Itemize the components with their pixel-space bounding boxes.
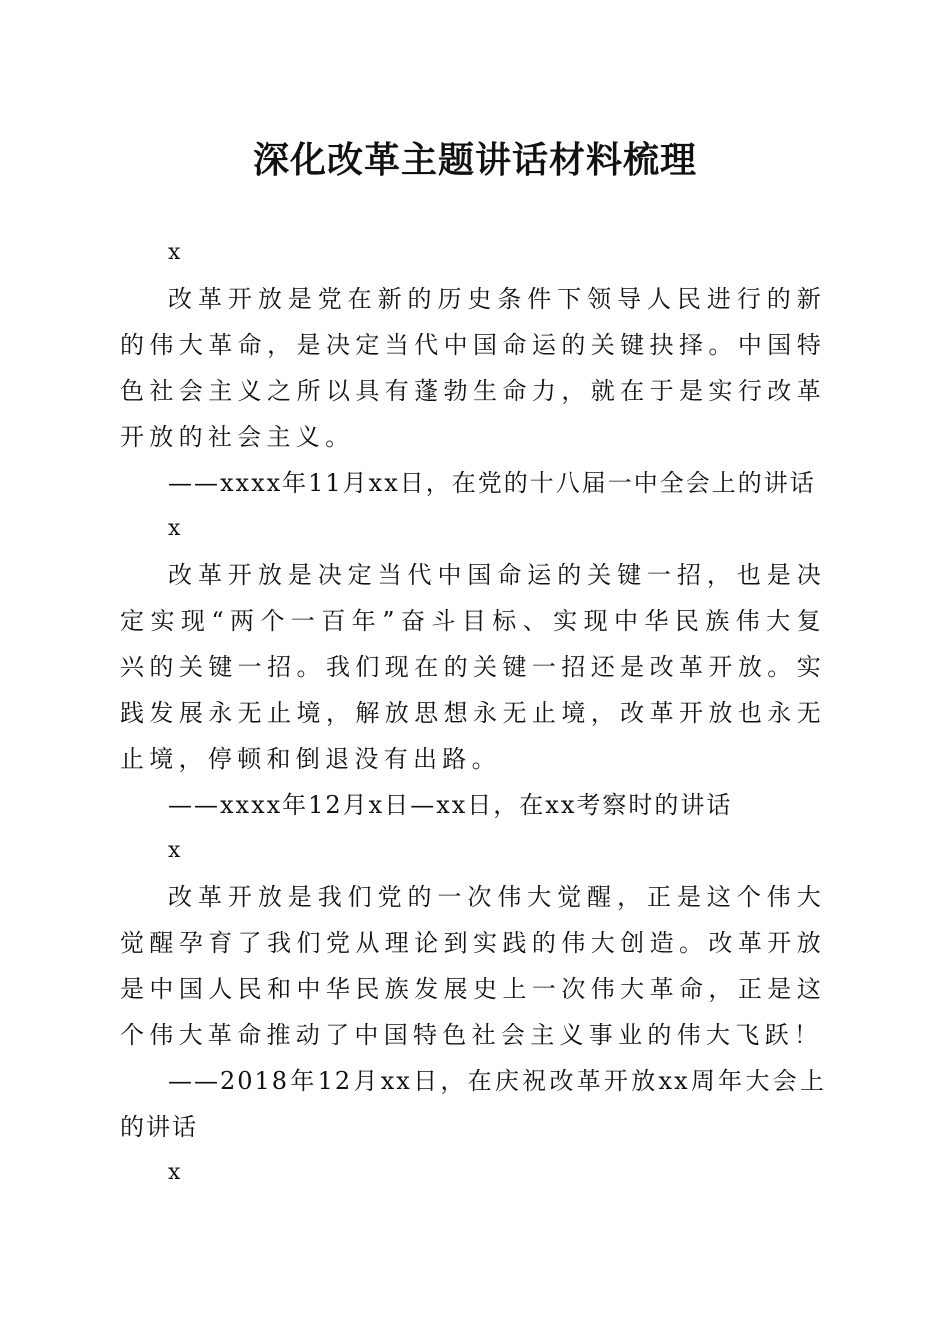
document-title: 深化改革主题讲话材料梳理	[252, 139, 697, 181]
document-body	[120, 230, 826, 1196]
quote-paragraph: 改革开放是党在新的历史条件下领导人民进行的新的伟大革命，是决定当代中国命运的关键抉择。中国特色社会主义之所以具有蓬勃生命力，就在于是实行改革开放的社会主义。	[120, 285, 826, 451]
section-marker: x	[168, 240, 186, 265]
section-marker: x	[168, 838, 186, 863]
quote-source: ——2018年12月xx日，在庆祝改革开放xx周年大会上的讲话	[120, 1067, 826, 1141]
section-marker: x	[168, 516, 186, 541]
section-marker: x	[168, 1160, 186, 1185]
quote-source: ——xxxx年11月xx日，在党的十八届一中全会上的讲话	[168, 469, 816, 497]
quote-source: ——xxxx年12月x日—xx日，在xx考察时的讲话	[168, 791, 733, 819]
quote-paragraph: 改革开放是我们党的一次伟大觉醒，正是这个伟大觉醒孕育了我们党从理论到实践的伟大创造。改革开放是中国人民和中华民族发展史上一次伟大革命，正是这个伟大革命推动了中国特色社会主义事业的伟大飞跃！	[120, 883, 826, 1049]
quote-paragraph: 改革开放是决定当代中国命运的关键一招，也是决定实现“两个一百年”奋斗目标、实现中华民族伟大复兴的关键一招。我们现在的关键一招还是改革开放。实践发展永无止境，解放思想永无止境，改革开放也永无止境，停顿和倒退没有出路。	[120, 561, 826, 773]
